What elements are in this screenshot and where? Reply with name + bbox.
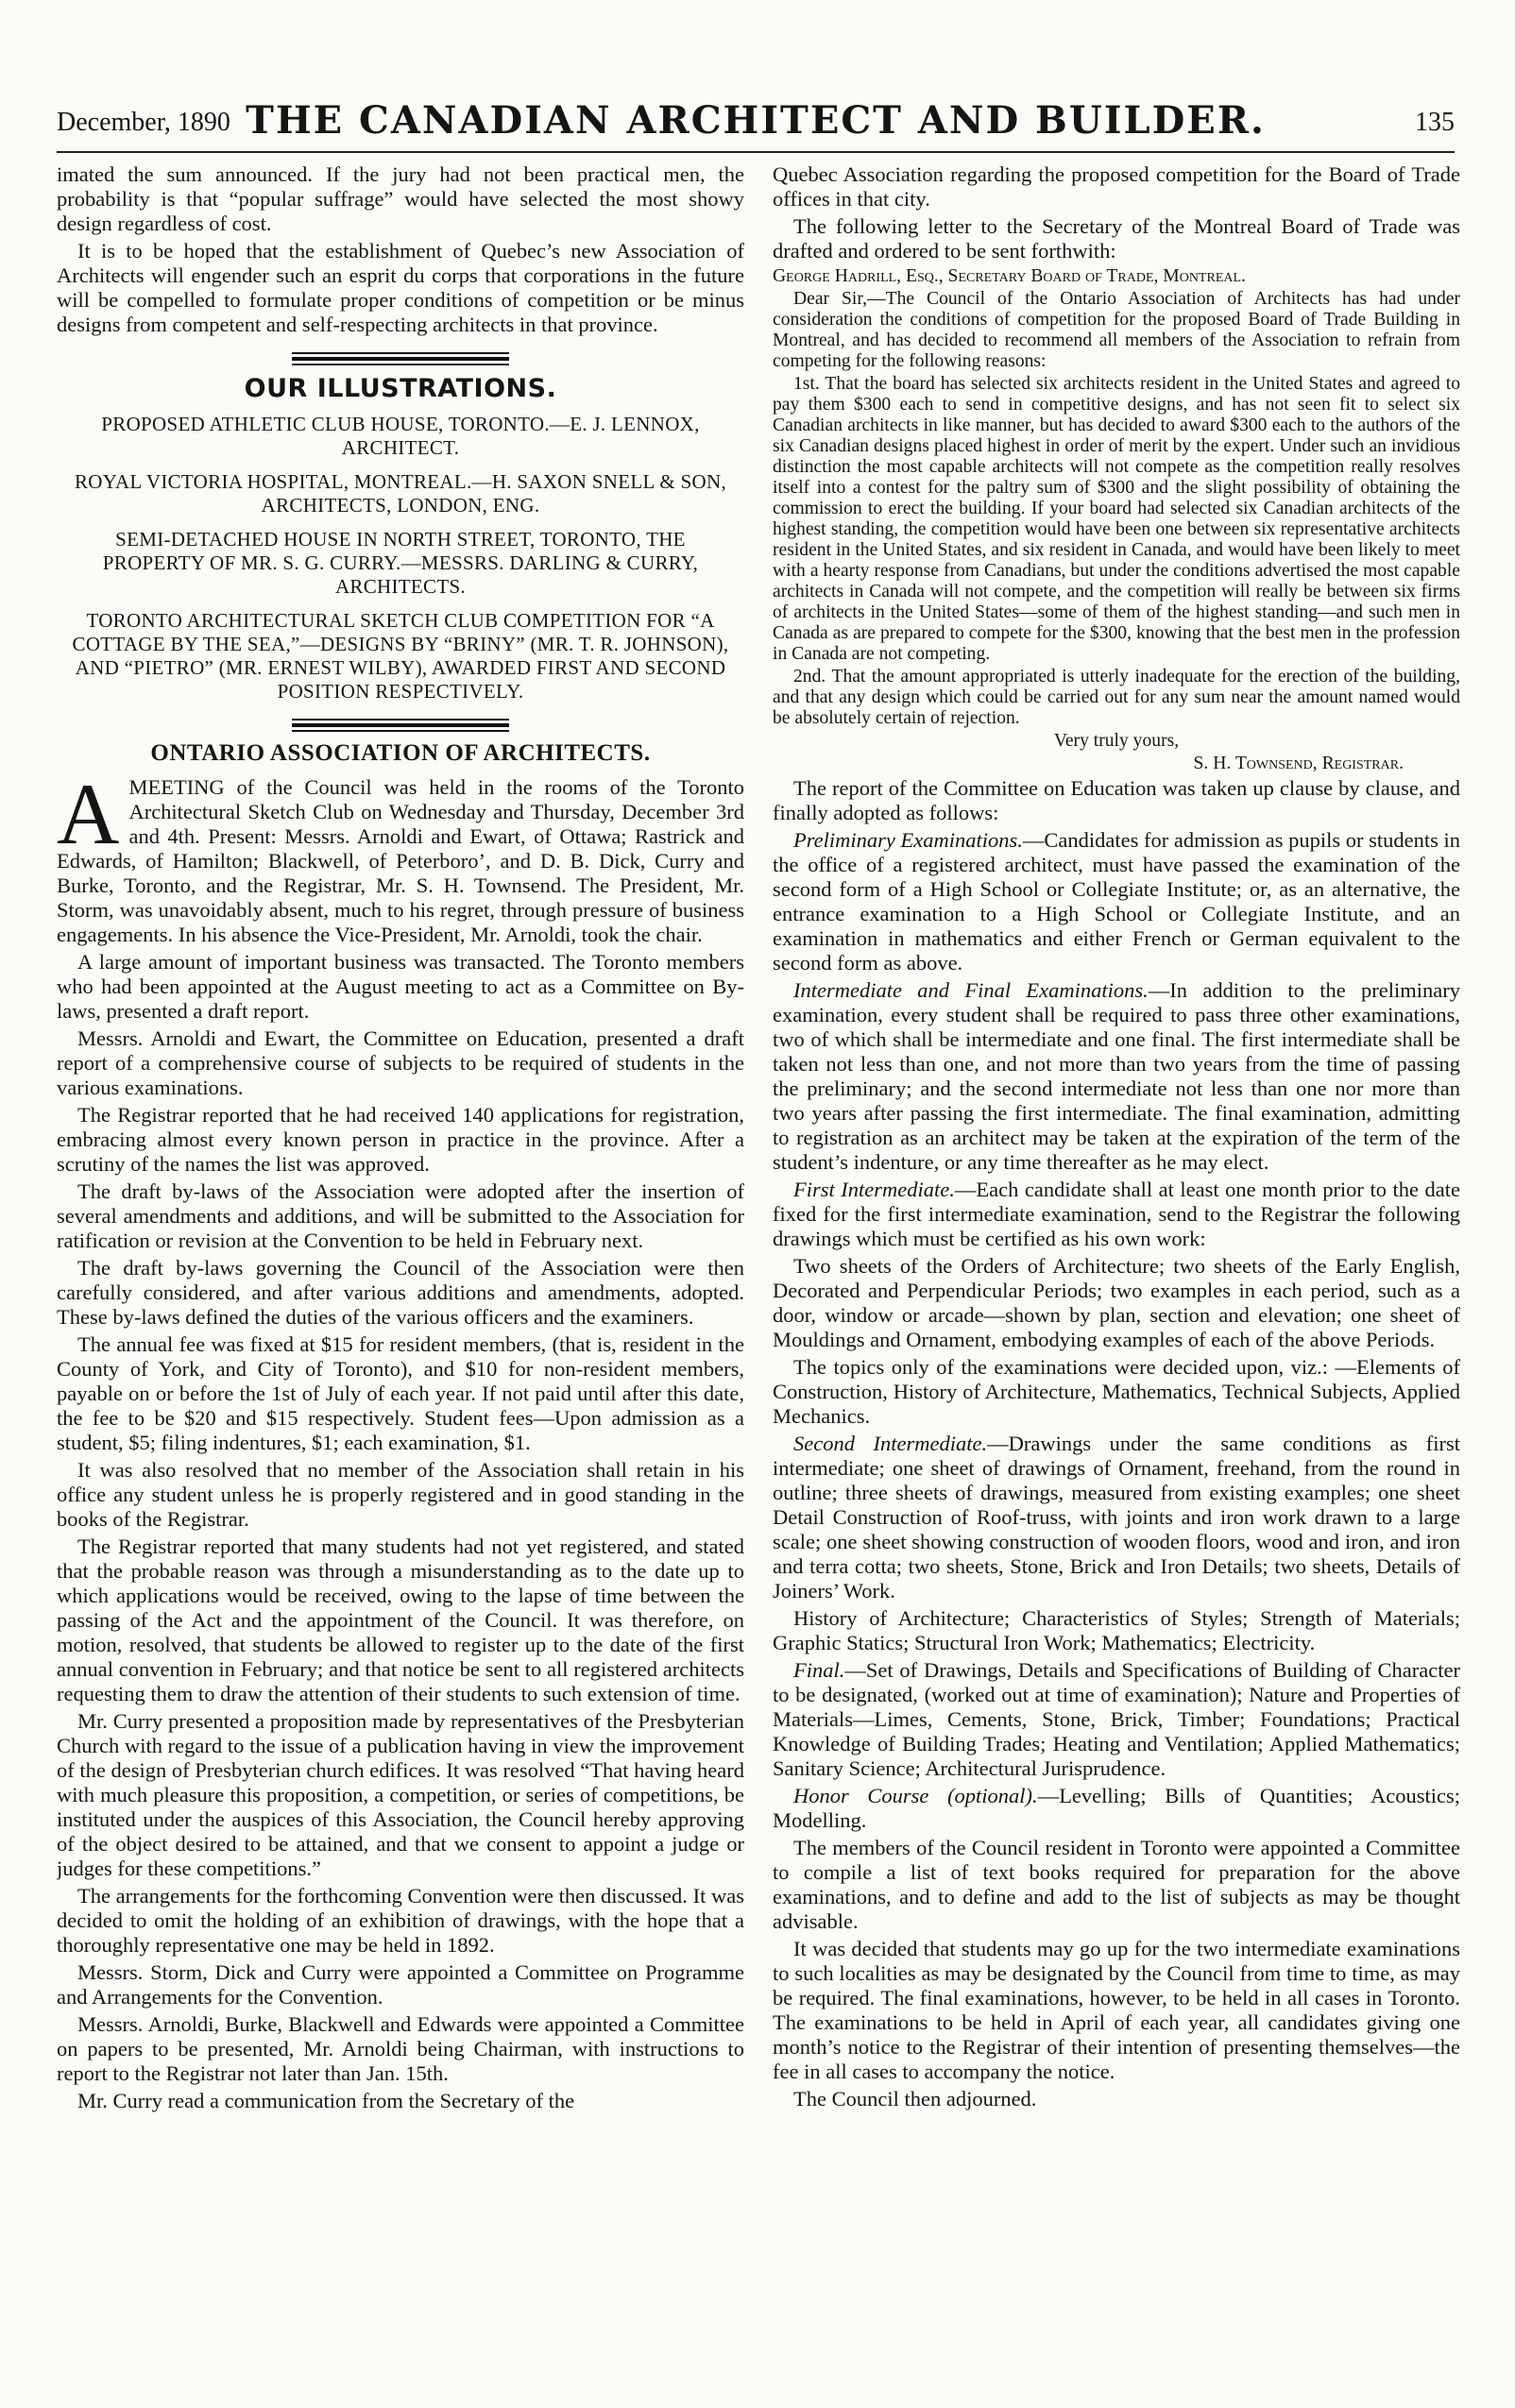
paragraph-text: —Levelling; Bills of Quantities; Acoustics; Modelling. bbox=[773, 1784, 1460, 1832]
paragraph: Two sheets of the Orders of Architecture; two sheets of the Early English, Decorated and Perpendicular Periods; two examples in each period, such as a door, window or arcade—shown by plan, section and elevation; one sheet of Mouldings and Ornament, embodying examples of each of the above Periods. bbox=[773, 1254, 1460, 1351]
left-column bbox=[57, 162, 744, 2372]
paragraph: Quebec Association regarding the proposed competition for the Board of Trade offices in that city. bbox=[773, 162, 1460, 211]
paragraph: It is to be hoped that the establishment of Quebec’s new Association of Architects will engender such an esprit du corps that corporations in the future will be compelled to formulate proper conditions of competition or be minus designs from competent and self-respecting architects in that province. bbox=[57, 239, 744, 336]
right-column bbox=[773, 162, 1460, 2372]
paragraph-text: —Each candidate shall at least one month prior to the date fixed for the first intermediate examination, send to the Registrar the following drawings which must be certified as his own work: bbox=[773, 1178, 1460, 1250]
illustration-item: TORONTO ARCHITECTURAL SKETCH CLUB COMPETITION FOR “A COTTAGE BY THE SEA,”—DESIGNS BY “BRINY” (MR. T. R. JOHNSON), AND “PIETRO” (MR. ERNEST WILBY), AWARDED FIRST AND SECOND POSITION RESPECTIVELY. bbox=[72, 609, 729, 703]
letter bbox=[773, 266, 1460, 774]
paragraph: The Registrar reported that he had received 140 applications for registration, embracing almost every known person in practice in the province. After a scrutiny of the names the list was approved. bbox=[57, 1103, 744, 1176]
paragraph: The members of the Council resident in Toronto were appointed a Committee to compile a list of text books required for preparation for the above examinations, and to define and add to the list of subjects as may be thought advisable. bbox=[773, 1836, 1460, 1933]
paragraph: The report of the Committee on Education was taken up clause by clause, and finally adopted as follows: bbox=[773, 776, 1460, 824]
paragraph-text: —Candidates for admission as pupils or students in the office of a registered architect, must have passed the examination of the second form of a High School or Collegiate Institute; or, as an alternative, the entrance examination to a High School or Collegiate Institute, and an examination in mathematics and either French or German equivalent to the second form as above. bbox=[773, 828, 1460, 975]
letter-paragraph: 1st. That the board has selected six architects resident in the United States and agreed to pay them $300 each to send in competitive designs, and has not seen fit to select six Canadian architects in like manner, but has decided to award $300 each to the authors of the six Canadian designs placed highest in order of merit by the expert. Under such an invidious distinction the most capable architects will not compete as the competition really resolves itself into a contest for the paltry sum of $300 and the slight possibility of obtaining the commission to erect the building. If your board had selected six Canadian architects of the highest standing, the competition would have been one between six representative architects resident in the United States, and six resident in Canada, and would have been likely to meet with a hearty response from Canadians, but under the conditions advertised the most capable architects in Canada will not compete, and the competition will really be between six firms of architects in the United States—some of them of the highest standing—and such men in Canada as are prepared to compete for the $300, knowing that the best men in the profession in Canada are not competing. bbox=[773, 374, 1460, 664]
paragraph: The Council then adjourned. bbox=[793, 2087, 1037, 2111]
paragraph bbox=[773, 1658, 1460, 1781]
letter-paragraph: 2nd. That the amount appropriated is utterly inadequate for the erection of the building, and that any design which could be carried out for any sum near the amount named would be absolutely certain of rejection. bbox=[773, 667, 1460, 728]
ornamental-rule bbox=[292, 352, 509, 365]
header-rule bbox=[57, 151, 1455, 153]
paragraph: The following letter to the Secretary of the Montreal Board of Trade was drafted and ordered to be sent forthwith: bbox=[773, 214, 1460, 263]
paragraph: imated the sum announced. If the jury had not been practical men, the probability is that “popular suffrage” would have selected the most showy design regardless of cost. bbox=[57, 162, 744, 235]
subhead-final: Final. bbox=[793, 1658, 845, 1682]
paragraph: The annual fee was fixed at $15 for resident members, (that is, resident in the County of York, and City of Toronto), and $10 for non-resident members, payable on or before the 1st of July of each year. If not paid until after this date, the fee to be $20 and $15 respectively. Student fees—Upon admission as a student, $5; filing indentures, $1; each examination, $1. bbox=[57, 1332, 744, 1454]
paragraph bbox=[773, 828, 1460, 975]
illustration-item: SEMI-DETACHED HOUSE IN NORTH STREET, TORONTO, THE PROPERTY OF MR. S. G. CURRY.—MESSRS. DARLING & CURRY, ARCHITECTS. bbox=[102, 528, 699, 598]
paragraph-text: —Drawings under the same conditions as first intermediate; one sheet of drawings of Ornament, freehand, from the round in outline; three sheets of drawings, measured from existing examples; one sheet Detail Construction of Roof-truss, with joints and iron work drawn to a large scale; one sheet showing construction of wooden floors, wood and iron, and iron and terra cotta; two sheets, Stone, Brick and Iron Details; two sheets, Details of Joiners’ Work. bbox=[773, 1432, 1460, 1603]
paragraph: The topics only of the examinations were decided upon, viz.: —Elements of Construction, History of Architecture, Mathematics, Technical Subjects, Applied Mechanics. bbox=[773, 1355, 1460, 1428]
subhead-second-intermediate: Second Intermediate. bbox=[793, 1432, 988, 1455]
paragraph: The draft by-laws governing the Council of the Association were then carefully considered, and after various additions and amendments, adopted. These by-laws defined the duties of the various officers and the examiners. bbox=[57, 1256, 744, 1329]
letter-addressee: George Hadrill, Esq., Secretary Board of Trade, Montreal. bbox=[773, 266, 1246, 286]
illustration-item: ROYAL VICTORIA HOSPITAL, MONTREAL.—H. SAXON SNELL & SON, ARCHITECTS, LONDON, ENG. bbox=[74, 470, 727, 517]
paragraph-text: —Set of Drawings, Details and Specifications of Building of Character to be designated, (worked out at time of examination); Nature and Properties of Materials—Limes, Cements, Stone, Brick, Timber; Foundations; Practical Knowledge of Building Trades; Heating and Ventilation; Applied Mathematics; Sanitary Science; Architectural Jurisprudence. bbox=[773, 1658, 1460, 1780]
paragraph bbox=[773, 1784, 1460, 1833]
paragraph: The Registrar reported that many students had not yet registered, and stated that the probable reason was through a misunderstanding as to the date up to which applications would be received, owing to the lapse of time between the passing of the Act and the appointment of the Council. It was therefore, on motion, resolved, that students be allowed to register up to the date of the first annual convention in February; and that notice be sent to all registered architects requesting them to draw the attention of their students to such extension of time. bbox=[57, 1535, 744, 1705]
illustration-item: PROPOSED ATHLETIC CLUB HOUSE, TORONTO.—E. J. LENNOX, ARCHITECT. bbox=[101, 413, 700, 459]
paragraph: History of Architecture; Characteristics of Styles; Strength of Materials; Graphic Statics; Structural Iron Work; Mathematics; Electricity. bbox=[773, 1606, 1460, 1654]
paragraph: The arrangements for the forthcoming Convention were then discussed. It was decided to omit the holding of an exhibition of drawings, with the hope that a thoroughly representative one may be held in 1892. bbox=[57, 1884, 744, 1957]
ornamental-rule bbox=[292, 719, 509, 732]
paragraph-text: —In addition to the preliminary examination, every student shall be required to pass three other examinations, two of which shall be intermediate and one final. The first intermediate shall be taken not less than one, and not more than two years from the time of passing the preliminary; and the second intermediate not less than one nor more than two years after passing the first intermediate. The final examination, admitting to registration as an architect may be taken at the expiration of the term of the student’s indenture, or any time thereafter as he may elect. bbox=[773, 978, 1460, 1174]
issue-date: December, 1890 bbox=[57, 108, 230, 137]
page-number: 135 bbox=[1415, 108, 1455, 137]
paragraph: The draft by-laws of the Association were adopted after the insertion of several amendments and additions, and will be submitted to the Association for ratification or revision at the Convention to be held in February next. bbox=[57, 1179, 744, 1252]
subhead-honor-course: Honor Course (optional). bbox=[793, 1784, 1038, 1807]
paragraph: Messrs. Arnoldi, Burke, Blackwell and Edwards were appointed a Committee on papers to be presented, Mr. Arnoldi being Chairman, with instructions to report to the Registrar not later than Jan. 15th. bbox=[57, 2012, 744, 2085]
paragraph: A large amount of important business was transacted. The Toronto members who had been appointed at the August meeting to act as a Committee on By-laws, presented a draft report. bbox=[57, 950, 744, 1023]
paragraph: Mr. Curry presented a proposition made by representatives of the Presbyterian Church with regard to the issue of a publication having in view the improvement of the design of Presbyterian church edifices. It was resolved “That having heard with much pleasure this proposition, a competition, or series of competitions, be instituted under the auspices of this Association, the Council hereby approving of the object desired to be attained, and that we consent to appoint a judge or judges for these competitions.” bbox=[57, 1709, 744, 1880]
paragraph: Messrs. Arnoldi and Ewart, the Committee on Education, presented a draft report of a comprehensive course of subjects to be required of students in the various examinations. bbox=[57, 1026, 744, 1099]
paragraph bbox=[773, 1432, 1460, 1603]
subhead-first-intermediate: First Intermediate. bbox=[793, 1178, 955, 1201]
oaa-heading: ONTARIO ASSOCIATION OF ARCHITECTS. bbox=[150, 740, 651, 766]
letter-signature: S. H. Townsend, Registrar. bbox=[1193, 754, 1404, 773]
paragraph: Messrs. Storm, Dick and Curry were appointed a Committee on Programme and Arrangements for the Convention. bbox=[57, 1960, 744, 2009]
letter-closing: Very truly yours, bbox=[1053, 731, 1180, 751]
letter-paragraph: Dear Sir,—The Council of the Ontario Association of Architects has had under consideration the conditions of competition for the proposed Board of Trade Building in Montreal, and has decided to recommend all members of the Association to refrain from competing for the following reasons: bbox=[773, 289, 1460, 371]
masthead-title: THE CANADIAN ARCHITECT AND BUILDER. bbox=[246, 98, 1266, 143]
paragraph: It was decided that students may go up for the two intermediate examinations to such localities as may be designated by the Council from time to time, as may be required. The final examinations, however, to be held in all cases in Toronto. The examinations to be held in April of each year, all candidates giving one month’s notice to the Registrar of their intention of presenting themselves—the fee in all cases to accompany the notice. bbox=[773, 1937, 1460, 2083]
illustrations-heading: OUR ILLUSTRATIONS. bbox=[244, 374, 557, 403]
lead-text: MEETING of the Council was held in the rooms of the Toronto Architectural Sketch Club on Wednesday and Thursday, December 3rd and 4th. Present: Messrs. Arnoldi and Ewart, of Ottawa; Rastrick and Edwards, of Hamilton; Blackwell, of Peterboro’, and D. B. Dick, Curry and Burke, Toronto, and the Registrar, Mr. S. H. Townsend. The President, Mr. Storm, was unavoidably absent, much to his regret, through pressure of business engagements. In his absence the Vice-President, Mr. Arnoldi, took the chair. bbox=[57, 775, 744, 946]
paragraph bbox=[773, 978, 1460, 1175]
lead-paragraph bbox=[57, 766, 744, 947]
subhead-intermediate: Intermediate and Final Examinations. bbox=[793, 978, 1149, 1002]
paragraph bbox=[773, 1178, 1460, 1251]
page-header bbox=[57, 94, 1455, 151]
paragraph: Mr. Curry read a communication from the Secretary of the bbox=[77, 2089, 575, 2112]
drop-cap: A bbox=[57, 766, 120, 862]
paragraph: It was also resolved that no member of the Association shall retain in his office any student unless he is properly registered and in good standing in the books of the Registrar. bbox=[57, 1458, 744, 1531]
subhead-preliminary: Preliminary Examinations. bbox=[793, 828, 1023, 852]
